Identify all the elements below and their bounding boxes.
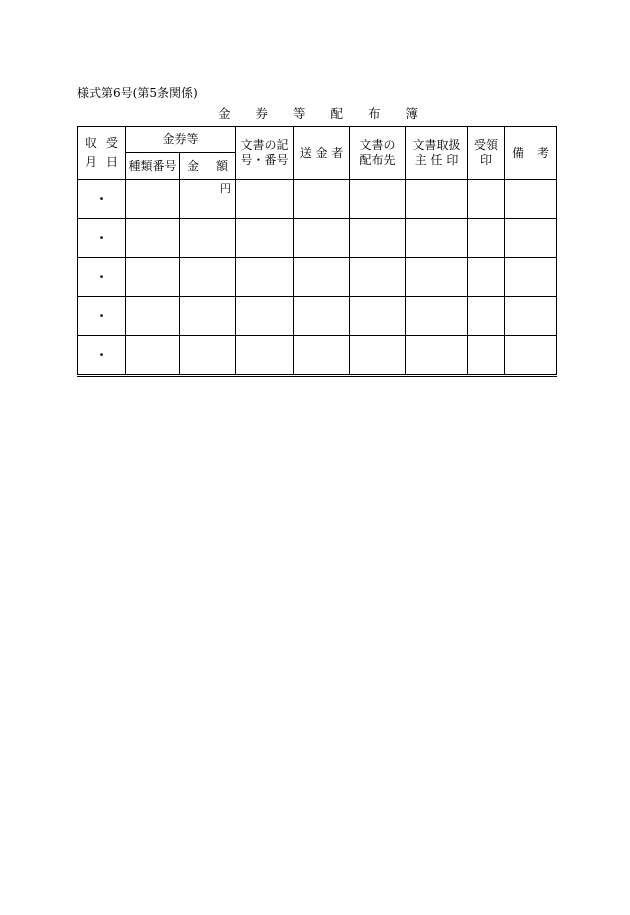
recipient-cell[interactable] xyxy=(350,336,406,376)
header-kinken-group: 金券等 xyxy=(126,127,236,153)
date-cell[interactable]: ・ xyxy=(78,219,126,258)
date-cell[interactable]: ・ xyxy=(78,297,126,336)
header-recipient: 文書の 配布先 xyxy=(350,127,406,180)
recipient-cell[interactable] xyxy=(350,219,406,258)
form-number-label: 様式第6号(第5条関係) xyxy=(77,86,198,100)
header-type-number: 種類番号 xyxy=(126,153,180,180)
title-char: 金 xyxy=(218,106,231,121)
remarks-cell[interactable] xyxy=(505,258,557,297)
title-char: 簿 xyxy=(405,106,418,121)
title-char: 等 xyxy=(292,106,306,121)
header-handler: 文書取扱 主 任 印 xyxy=(406,127,468,180)
recipient-cell[interactable] xyxy=(350,258,406,297)
header-row-top xyxy=(78,127,557,153)
title-char: 布 xyxy=(367,106,381,121)
table-row xyxy=(78,258,557,297)
receipt-seal-cell[interactable] xyxy=(468,297,505,336)
receipt-seal-cell[interactable] xyxy=(468,336,505,376)
header-receipt-seal: 受領 印 xyxy=(468,127,505,180)
sender-cell[interactable] xyxy=(294,336,350,376)
type-number-cell[interactable] xyxy=(126,180,180,219)
receipt-seal-cell[interactable] xyxy=(468,258,505,297)
remarks-cell[interactable] xyxy=(505,297,557,336)
handler-cell[interactable] xyxy=(406,258,468,297)
sender-cell[interactable] xyxy=(294,297,350,336)
amount-cell[interactable] xyxy=(180,258,236,297)
amount-cell[interactable] xyxy=(180,297,236,336)
handler-cell[interactable] xyxy=(406,180,468,219)
sender-cell[interactable] xyxy=(294,219,350,258)
table-row xyxy=(78,219,557,258)
remarks-cell[interactable] xyxy=(505,180,557,219)
doc-ref-cell[interactable] xyxy=(236,297,294,336)
remarks-cell[interactable] xyxy=(505,219,557,258)
doc-ref-cell[interactable] xyxy=(236,180,294,219)
header-sender: 送 金 者 xyxy=(294,127,350,180)
type-number-cell[interactable] xyxy=(126,258,180,297)
header-received-date: 収 受 月 日 xyxy=(78,127,126,180)
amount-cell[interactable] xyxy=(180,180,236,219)
header-remarks: 備 考 xyxy=(505,127,557,180)
receipt-seal-cell[interactable] xyxy=(468,219,505,258)
title-char: 配 xyxy=(330,106,343,121)
table-row xyxy=(78,336,557,376)
date-cell[interactable]: ・ xyxy=(78,180,126,219)
handler-cell[interactable] xyxy=(406,219,468,258)
doc-ref-cell[interactable] xyxy=(236,219,294,258)
amount-cell[interactable] xyxy=(180,219,236,258)
distribution-register-table xyxy=(77,126,557,377)
title-char: 券 xyxy=(255,106,268,121)
remarks-cell[interactable] xyxy=(505,336,557,376)
amount-cell[interactable] xyxy=(180,336,236,376)
type-number-cell[interactable] xyxy=(126,297,180,336)
handler-cell[interactable] xyxy=(406,297,468,336)
table-row xyxy=(78,297,557,336)
doc-ref-cell[interactable] xyxy=(236,336,294,376)
sender-cell[interactable] xyxy=(294,258,350,297)
yen-unit: 円 xyxy=(220,182,232,195)
sender-cell[interactable] xyxy=(294,180,350,219)
type-number-cell[interactable] xyxy=(126,336,180,376)
doc-ref-cell[interactable] xyxy=(236,258,294,297)
recipient-cell[interactable] xyxy=(350,297,406,336)
type-number-cell[interactable] xyxy=(126,219,180,258)
document-title xyxy=(218,104,418,122)
handler-cell[interactable] xyxy=(406,336,468,376)
header-doc-ref: 文書の記 号・番号 xyxy=(236,127,294,180)
date-cell[interactable]: ・ xyxy=(78,336,126,376)
table-row xyxy=(78,180,557,219)
date-cell[interactable]: ・ xyxy=(78,258,126,297)
receipt-seal-cell[interactable] xyxy=(468,180,505,219)
recipient-cell[interactable] xyxy=(350,180,406,219)
header-amount: 金 額 xyxy=(180,153,236,180)
